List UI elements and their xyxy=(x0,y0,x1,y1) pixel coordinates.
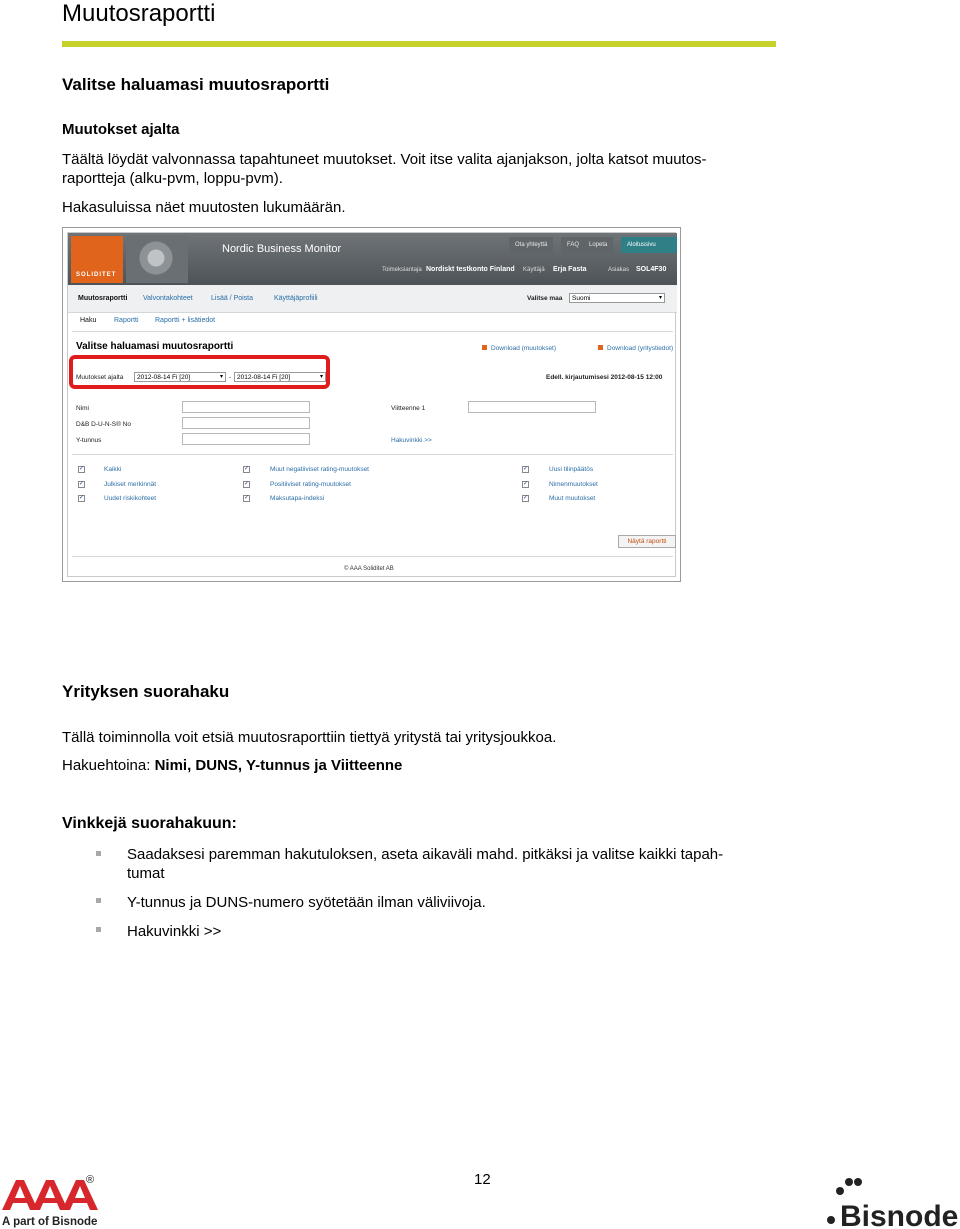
check-label-name-changes: Nimenmuutokset xyxy=(549,481,598,488)
soliditet-logo xyxy=(71,236,123,283)
check-label-positive-rating: Positiiviset rating-muutokset xyxy=(270,481,351,488)
bullet-icon xyxy=(96,927,101,932)
ytunnus-input[interactable] xyxy=(182,433,310,445)
meta-company xyxy=(426,266,515,273)
divider xyxy=(72,331,673,332)
duns-input[interactable] xyxy=(182,417,310,429)
date-from-select[interactable]: 2012-08-14 Fi [20] ▾ xyxy=(134,372,226,382)
checkbox-payment-index[interactable]: ✓ xyxy=(244,495,250,501)
changes-from-label: Muutokset ajalta xyxy=(76,374,124,381)
meta-company-label: Toimeksiantaja xyxy=(382,267,422,273)
check-label-payment-index: Maksutapa-indeksi xyxy=(270,495,325,502)
tips-heading: Vinkkejä suorahakuun: xyxy=(62,815,237,832)
tip-3: Hakuvinkki >> xyxy=(127,923,222,940)
check-label-public-records: Julkiset merkinnät xyxy=(104,481,157,488)
criteria-bold: Nimi, DUNS, Y-tunnus ja Viitteenne xyxy=(154,757,403,774)
tab-user-profile[interactable]: Käyttäjäprofiili xyxy=(274,295,318,302)
download-company-link[interactable]: Download (yritystiedot) xyxy=(598,345,673,352)
registered-mark: ® xyxy=(86,1174,95,1186)
copyright: © AAA Soliditet AB xyxy=(344,566,394,572)
eye-image xyxy=(126,236,188,283)
download-changes-link[interactable]: Download (muutokset) xyxy=(482,345,556,352)
check-label-negative-rating: Muut negatiiviset rating-muutokset xyxy=(270,466,369,473)
bisnode-logo xyxy=(826,1174,960,1229)
checkbox-all[interactable]: ✓ xyxy=(79,466,85,472)
subheading-changes-from: Muutokset ajalta xyxy=(62,121,180,138)
last-login: Edell. kirjautumisesi 2012-08-15 12:00 xyxy=(546,374,663,381)
bisnode-wordmark: Bisnode xyxy=(840,1200,959,1229)
duns-label: D&B D-U-N-S® No xyxy=(76,421,131,428)
checkbox-name-changes[interactable]: ✓ xyxy=(523,481,529,487)
tip-1-line2: tumat xyxy=(127,865,165,882)
date-to-select[interactable]: 2012-08-14 Fi [20] ▾ xyxy=(234,372,326,382)
app-name: Nordic Business Monitor xyxy=(222,243,342,255)
nav-contact[interactable]: Ota yhteyttä xyxy=(509,237,553,253)
subtab-report-extra[interactable]: Raportti + lisätiedot xyxy=(155,317,216,324)
checkbox-positive-rating[interactable]: ✓ xyxy=(244,481,250,487)
app-screenshot xyxy=(62,227,681,582)
document-title: Muutosraportti xyxy=(62,0,216,27)
intro-paragraph-line2: raportteja (alku-pvm, loppu-pvm). xyxy=(62,170,283,187)
check-label-new-risks: Uudet riskikohteet xyxy=(104,495,157,502)
ytunnus-label: Y-tunnus xyxy=(76,437,102,444)
checkbox-public-records[interactable]: ✓ xyxy=(79,481,85,487)
check-label-new-financials: Uusi tilinpäätös xyxy=(549,466,594,473)
meta-user xyxy=(553,266,586,273)
subtab-search[interactable]: Haku xyxy=(80,317,97,324)
main-nav xyxy=(68,285,677,313)
search-tips-link[interactable]: Hakuvinkki >> xyxy=(391,437,432,444)
check-label-all: Kaikki xyxy=(104,466,122,473)
name-label: Nimi xyxy=(76,405,89,412)
search-criteria xyxy=(62,756,402,775)
nav-home[interactable]: Aloitussivu xyxy=(621,237,677,253)
intro-paragraph-line1: Täältä löydät valvonnassa tapahtuneet muutokset. Voit itse valita ajanjakson, jolta katsot muutos- xyxy=(62,151,707,168)
name-input[interactable] xyxy=(182,401,310,413)
country-select[interactable]: Suomi ▾ xyxy=(569,293,665,303)
criteria-prefix: Hakuehtoina: xyxy=(62,757,155,774)
meta-company-value: Nordiskt testkonto Finland xyxy=(426,266,515,273)
aaa-subtitle: A part of Bisnode xyxy=(2,1216,98,1228)
country-label: Valitse maa xyxy=(527,295,563,302)
checkbox-new-financials[interactable]: ✓ xyxy=(523,466,529,472)
meta-customer-value: SOL4F30 xyxy=(636,266,667,273)
divider xyxy=(72,454,673,455)
brackets-note: Hakasuluissa näet muutosten lukumäärän. xyxy=(62,199,346,216)
bullet-icon xyxy=(96,851,101,856)
page-number: 12 xyxy=(474,1171,491,1188)
meta-user-value: Erja Fasta xyxy=(553,266,587,273)
checkbox-other-changes[interactable]: ✓ xyxy=(523,495,529,501)
app-header xyxy=(68,233,677,285)
check-label-other-changes: Muut muutokset xyxy=(549,495,596,502)
meta-user-label: Käyttäjä xyxy=(523,267,545,273)
bullet-icon xyxy=(96,898,101,903)
tab-change-report[interactable]: Muutosraportti xyxy=(78,295,128,302)
tab-add-remove[interactable]: Lisää / Poista xyxy=(211,295,254,302)
nav-faq[interactable]: FAQ xyxy=(561,237,585,253)
section-heading-direct-search: Yrityksen suorahaku xyxy=(62,682,230,701)
meta-customer xyxy=(636,266,666,273)
highlight-box xyxy=(69,355,330,389)
date-separator: - xyxy=(229,374,232,381)
nav-logout[interactable]: Lopeta xyxy=(583,237,613,253)
title-underline xyxy=(62,41,776,47)
tip-2: Y-tunnus ja DUNS-numero syötetään ilman väliviivoja. xyxy=(127,894,486,911)
checkbox-new-risks[interactable]: ✓ xyxy=(79,495,85,501)
aaa-logo xyxy=(2,1172,112,1229)
direct-search-paragraph: Tällä toiminnolla voit etsiä muutosraporttiin tiettyä yritystä tai yritysjoukkoa. xyxy=(62,729,557,746)
logo-text: SOLIDITET xyxy=(76,272,117,278)
reference-label: Viitteenne 1 xyxy=(391,405,426,412)
inner-page-title: Valitse haluamasi muutosraportti xyxy=(76,341,234,352)
meta-customer-label: Asiakas xyxy=(608,267,630,273)
section-heading-report: Valitse haluamasi muutosraportti xyxy=(62,75,330,94)
show-report-button[interactable]: Näytä raportti xyxy=(618,535,676,548)
tip-1-line1: Saadaksesi paremman hakutuloksen, aseta aikaväli mahd. pitkäksi ja valitse kaikki tapah- xyxy=(127,846,724,863)
divider xyxy=(72,556,673,557)
subtab-report[interactable]: Raportti xyxy=(114,317,139,324)
reference-input[interactable] xyxy=(468,401,596,413)
tab-monitored[interactable]: Valvontakohteet xyxy=(143,295,193,302)
checkbox-negative-rating[interactable]: ✓ xyxy=(244,466,250,472)
